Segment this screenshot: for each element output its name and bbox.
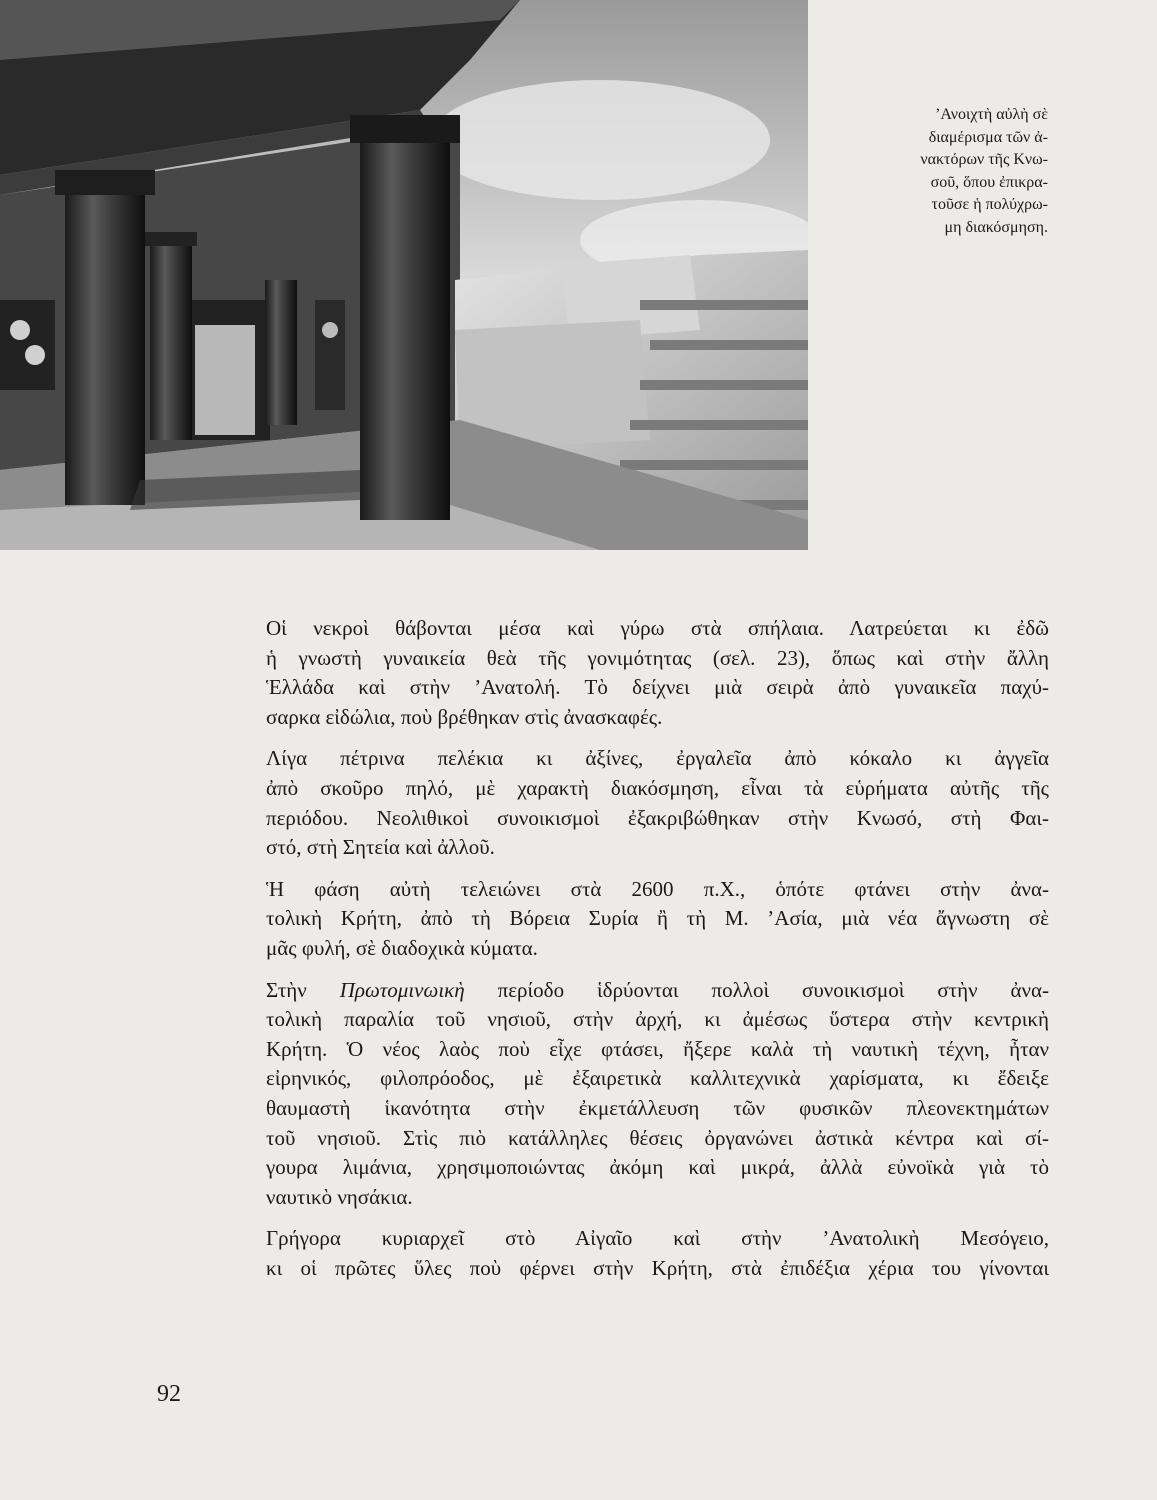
paragraph-5 — [266, 1224, 1049, 1283]
text-line: τοῦ νησιοῦ. Στὶς πιὸ κατάλληλες θέσεις ὀργανώνει ἀστικὰ κέντρα καὶ σί- — [266, 1125, 1049, 1150]
text-line: Λίγα πέτρινα πελέκια κι ἀξίνες, ἐργαλεῖα ἀπὸ κόκαλο κι ἀγγεῖα — [266, 746, 1049, 771]
caption-line: νακτόρων τῆς Κνω- — [920, 151, 1048, 168]
photo-caption — [826, 104, 1048, 239]
text-line: Ἑλλάδα καὶ στὴν ’Ανατολή. Τὸ δείχνει μιὰ σειρὰ ἀπὸ γυναικεῖα παχύ- — [266, 675, 1049, 700]
page-number: 92 — [157, 1381, 181, 1407]
text-line: στό, στὴ Σητεία καὶ ἀλλοῦ. — [266, 835, 495, 860]
body-text — [266, 614, 1049, 1295]
text-line: Κρήτη. Ὁ νέος λαὸς ποὺ εἶχε φτάσει, ἤξερε καλὰ τὴ ναυτικὴ τέχνη, ἦταν — [266, 1036, 1049, 1061]
text-line: εἰρηνικός, φιλοπρόοδος, μὲ ἐξαιρετικὰ καλλιτεχνικὰ χαρίσματα, κι ἔδειξε — [266, 1066, 1049, 1091]
text-line: ἡ γνωστὴ γυναικεία θεὰ τῆς γονιμότητας (σελ. 23), ὅπως καὶ στὴν ἄλλη — [266, 645, 1049, 670]
caption-line: μη διακόσμηση. — [944, 218, 1048, 236]
paragraph-4 — [266, 976, 1049, 1213]
paragraph-3 — [266, 875, 1049, 964]
text-line: σαρκα εἰδώλια, ποὺ βρέθηκαν στὶς ἀνασκαφές. — [266, 704, 663, 729]
text-line: Ἡ φάση αὐτὴ τελειώνει στὰ 2600 π.Χ., ὁπότε φτάνει στὴν ἀνα- — [266, 876, 1049, 901]
text-line: τολικὴ Κρήτη, ἀπὸ τὴ Βόρεια Συρία ἢ τὴ Μ. ’Ασία, μιὰ νέα ἄγνωστη σὲ — [266, 906, 1049, 931]
knossos-courtyard-photo — [0, 0, 808, 550]
text-line: θαυμαστὴ ἱκανότητα στὴν ἐκμετάλλευση τῶν φυσικῶν πλεονεκτημάτων — [266, 1095, 1049, 1120]
text-line: Γρήγορα κυριαρχεῖ στὸ Αἰγαῖο καὶ στὴν ’Ανατολικὴ Μεσόγειο, — [266, 1226, 1049, 1251]
text-line: τολικὴ παραλία τοῦ νησιοῦ, στὴν ἀρχή, κι ἀμέσως ὕστερα στὴν κεντρικὴ — [266, 1007, 1049, 1032]
caption-line: σοῦ, ὅπου ἐπικρα- — [930, 173, 1048, 191]
text-line: γουρα λιμάνια, χρησιμοποιώντας ἀκόμη καὶ μικρά, ἀλλὰ εὐνοϊκὰ γιὰ τὸ — [266, 1155, 1049, 1180]
text-line: περιόδου. Νεολιθικοὶ συνοικισμοὶ ἐξακριβώθηκαν στὴν Κνωσό, στὴ Φαι- — [266, 805, 1049, 830]
text-line: κι οἱ πρῶτες ὕλες ποὺ φέρνει στὴν Κρήτη, στὰ ἐπιδέξια χέρια του γίνονται — [266, 1255, 1049, 1280]
caption-line: τοῦσε ἡ πολύχρω- — [931, 196, 1048, 213]
paragraph-1 — [266, 614, 1049, 732]
text-line: ἀπὸ σκοῦρο πηλό, μὲ χαρακτὴ διακόσμηση, εἶναι τὰ εὑρήματα αὐτῆς τῆς — [266, 775, 1049, 800]
first-line-rest: περίοδο ἱδρύονται πολλοὶ συνοικισμοὶ στὴν ἀνα- — [497, 977, 1050, 1002]
caption-line: ’Ανοιχτὴ αὐλὴ σὲ — [935, 106, 1048, 123]
text-line: ναυτικὸ νησάκια. — [266, 1184, 413, 1209]
text-line: μᾶς φυλή, σὲ διαδοχικὰ κύματα. — [266, 935, 538, 960]
text-line: Οἱ νεκροὶ θάβονται μέσα καὶ γύρω στὰ σπήλαια. Λατρεύεται κι ἐδῶ — [266, 616, 1049, 640]
period-term: Πρωτομινωικὴ — [339, 977, 465, 1002]
paragraph-2 — [266, 744, 1049, 862]
caption-line: διαμέρισμα τῶν ἀ- — [928, 128, 1048, 146]
first-word: Στὴν — [266, 977, 307, 1002]
text-line — [266, 976, 1049, 1006]
